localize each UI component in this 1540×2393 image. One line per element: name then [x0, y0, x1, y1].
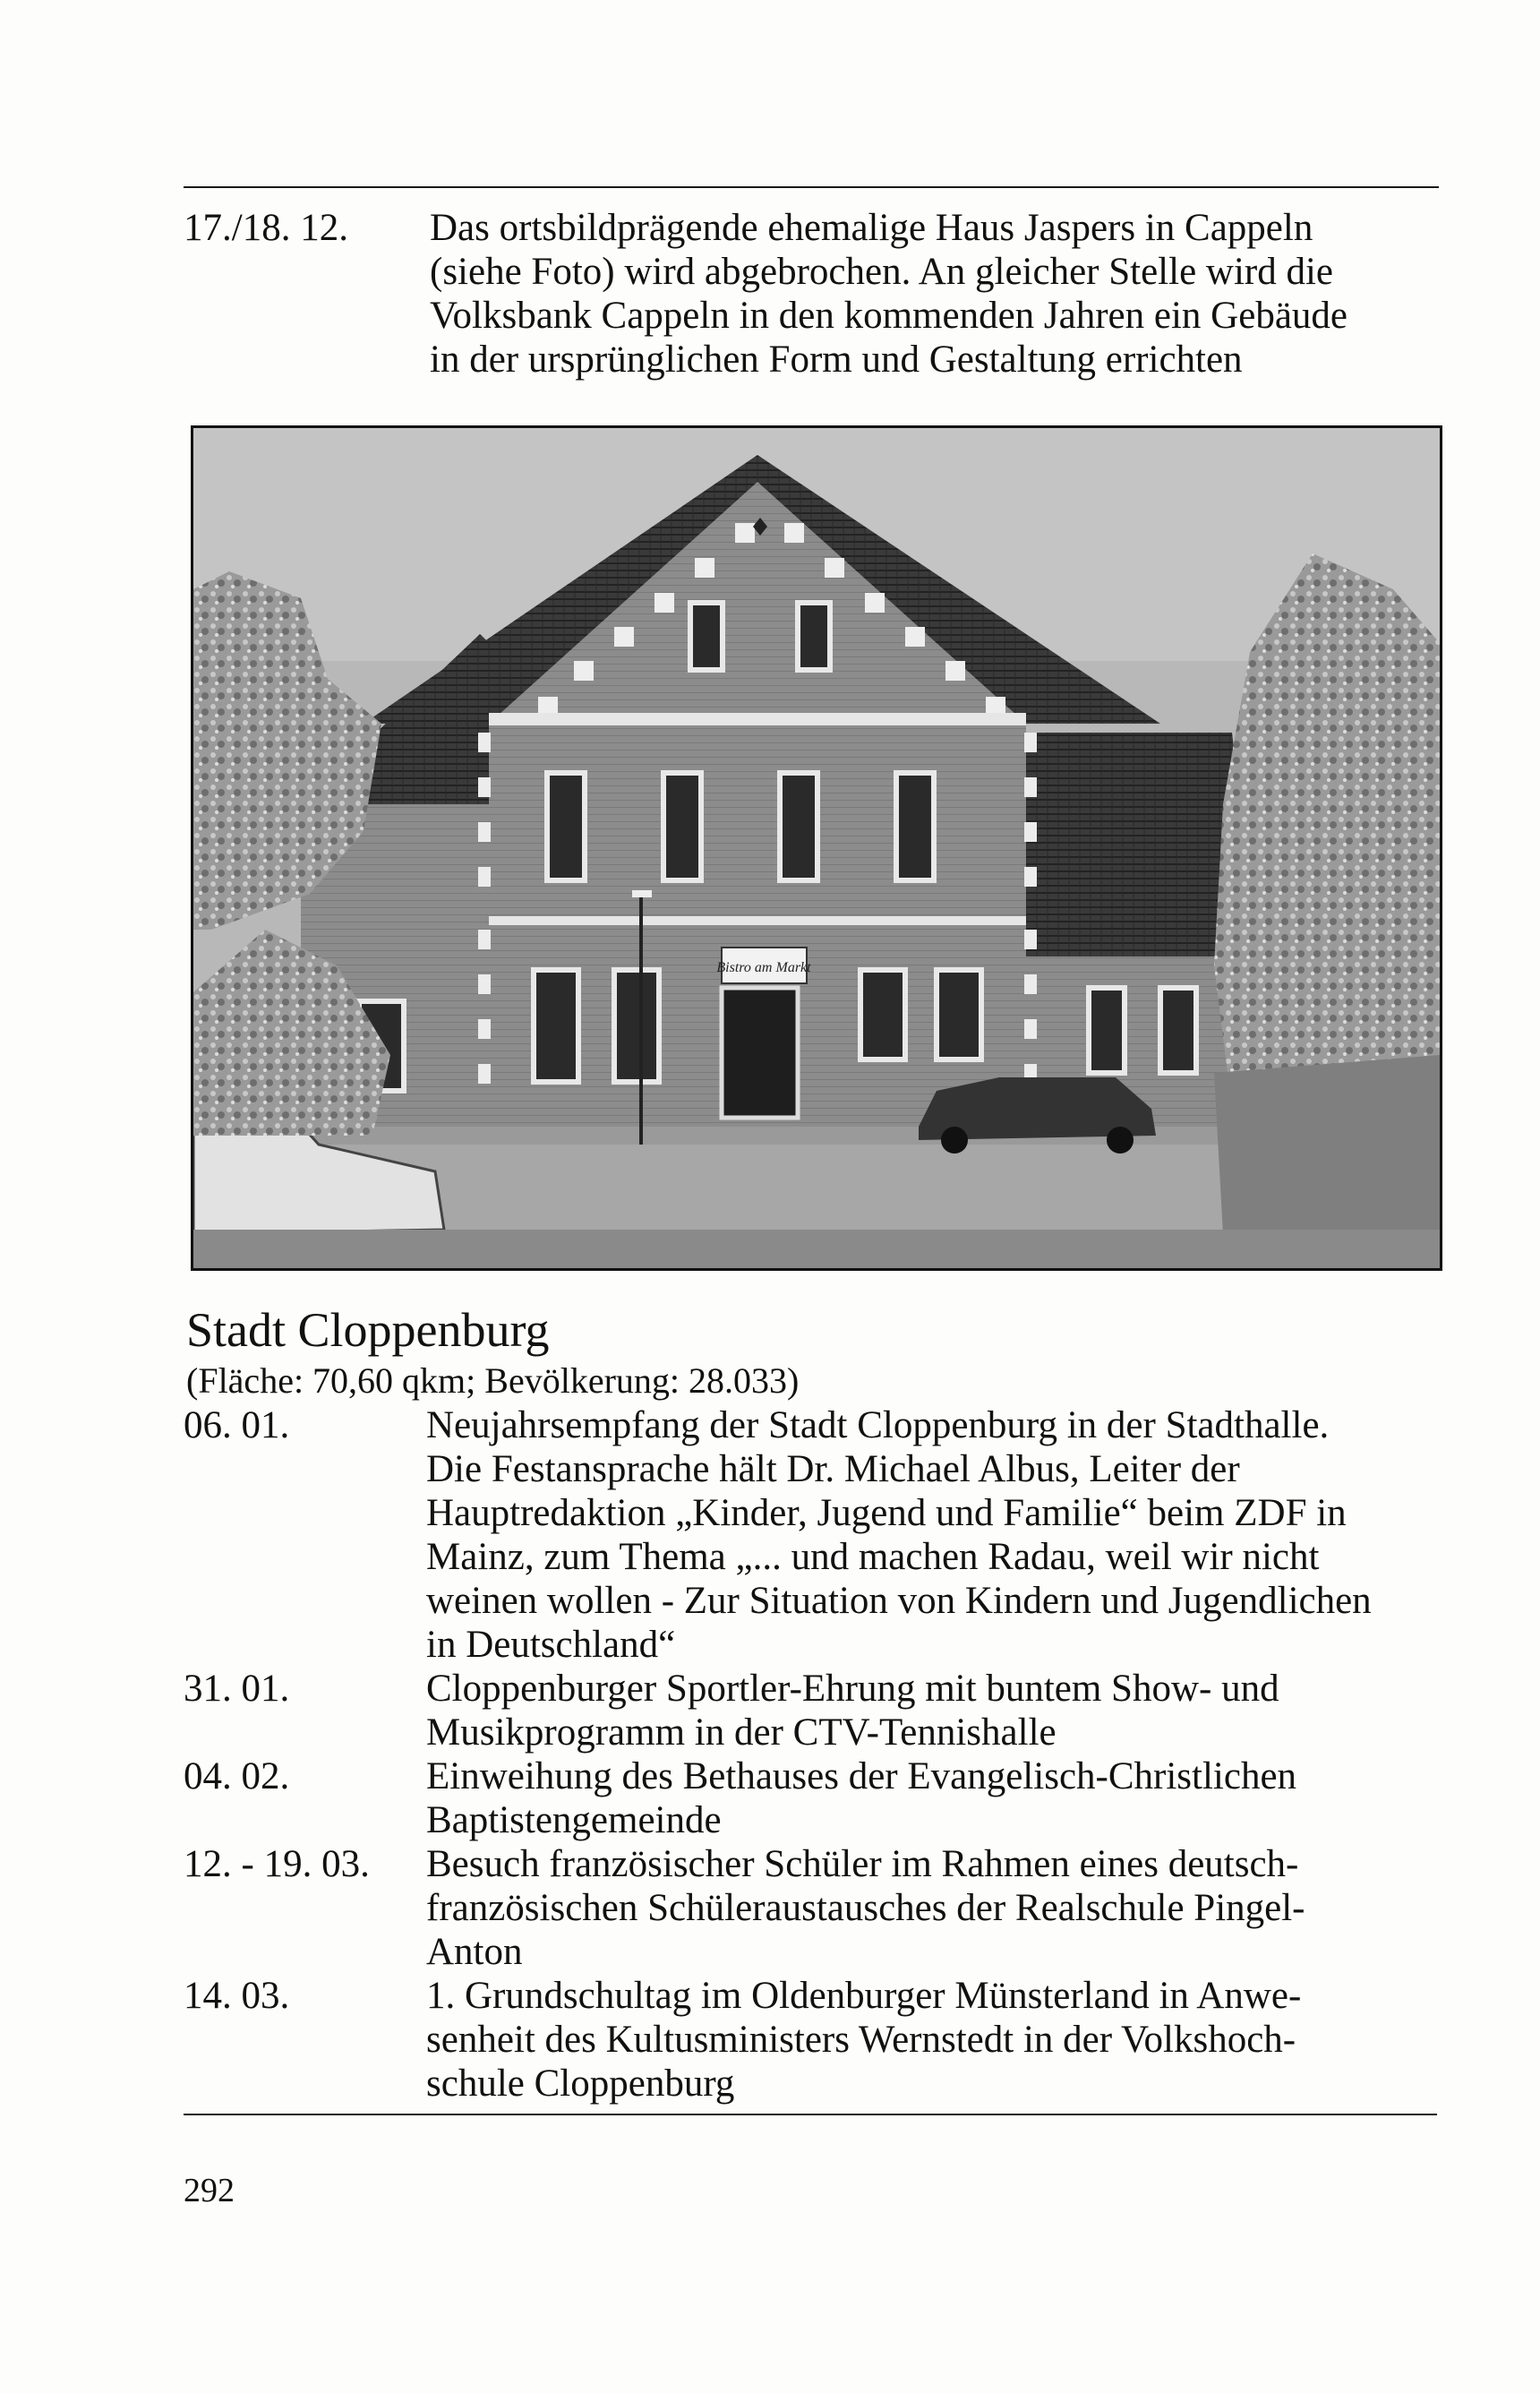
house-photo: [191, 425, 1442, 1271]
entry-line: Die Festansprache hält Dr. Michael Albus, Leiter der: [426, 1448, 1240, 1490]
page-number: 292: [184, 2172, 235, 2209]
bottom-rule: [184, 2114, 1437, 2115]
entry-line: weinen wollen - Zur Situation von Kindern und Jugendlichen: [426, 1580, 1372, 1622]
entry-line: französischen Schüleraustausches der Realschule Pingel-: [426, 1887, 1305, 1929]
entry-text: [426, 1403, 1437, 1667]
entry-date: 12. - 19. 03.: [184, 1843, 370, 1885]
entry-line: Musikprogramm in der CTV-Tennishalle: [426, 1711, 1057, 1754]
entry-line: Baptistengemeinde: [426, 1799, 722, 1841]
entry-text: [426, 1842, 1437, 1974]
top-rule: [184, 186, 1439, 188]
entry-line: Einweihung des Bethauses der Evangelisch-Christlichen: [426, 1755, 1297, 1797]
entry-line: in Deutschland“: [426, 1624, 676, 1666]
entry-line: Anton: [426, 1931, 523, 1973]
photo-sign-text: Bistro am Markt: [716, 960, 811, 975]
section-title: Stadt Cloppenburg: [186, 1303, 550, 1357]
entry-line: 1. Grundschultag im Oldenburger Münsterland in Anwe-: [426, 1975, 1302, 2017]
entry-text: [430, 206, 1437, 382]
section-subtitle: (Fläche: 70,60 qkm; Bevölkerung: 28.033): [186, 1360, 800, 1401]
entry-line: (siehe Foto) wird abgebrochen. An gleicher Stelle wird die: [430, 251, 1334, 293]
entry-date: 06. 01.: [184, 1404, 290, 1446]
entry-date: 31. 01.: [184, 1668, 290, 1710]
entry-text: [426, 1667, 1437, 1754]
entry-line: senheit des Kultusministers Wernstedt in der Volkshoch-: [426, 2019, 1296, 2061]
entry-line: schule Cloppenburg: [426, 2063, 735, 2105]
entry-line: Volksbank Cappeln in den kommenden Jahren ein Gebäude: [430, 295, 1348, 337]
entry-text: [426, 1754, 1437, 1842]
entry-line: Mainz, zum Thema „... und machen Radau, weil wir nicht: [426, 1536, 1320, 1578]
entry-line: Cloppenburger Sportler-Ehrung mit buntem Show- und: [426, 1668, 1279, 1710]
entry-text: [426, 1974, 1437, 2106]
entry-date: 04. 02.: [184, 1755, 290, 1797]
entry-line: Hauptredaktion „Kinder, Jugend und Familie“ beim ZDF in: [426, 1492, 1347, 1534]
entry-line: Besuch französischer Schüler im Rahmen eines deutsch-: [426, 1843, 1299, 1885]
entry-date: 14. 03.: [184, 1975, 290, 2017]
entry-date: 17./18. 12.: [184, 207, 348, 249]
entry-line: Das ortsbildprägende ehemalige Haus Jaspers in Cappeln: [430, 207, 1313, 249]
entry-line: Neujahrsempfang der Stadt Cloppenburg in der Stadthalle.: [426, 1404, 1330, 1446]
entry-line: in der ursprünglichen Form und Gestaltung errichten: [430, 339, 1243, 381]
